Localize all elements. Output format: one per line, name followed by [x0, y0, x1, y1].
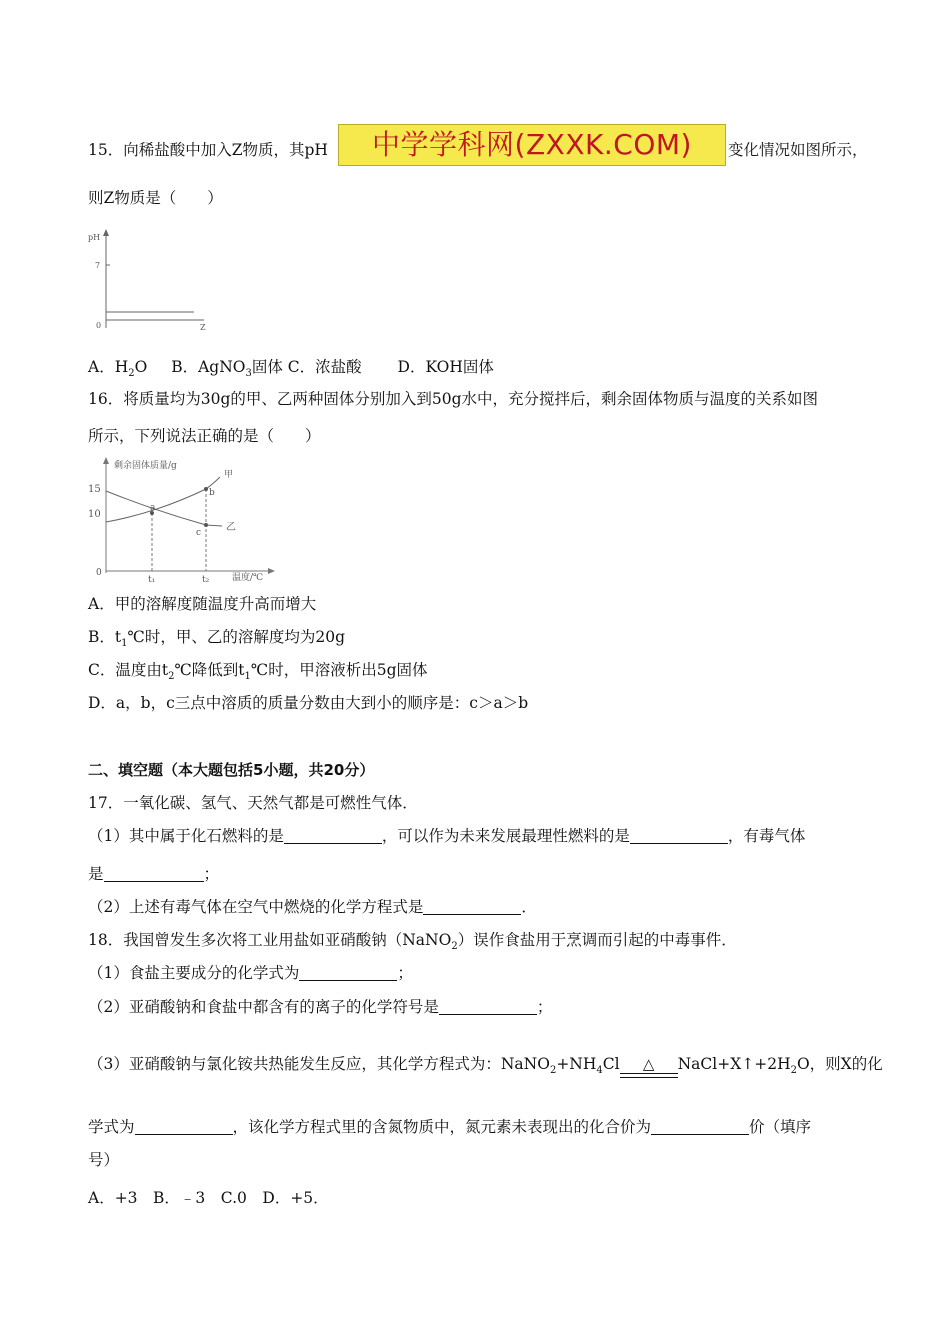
- q17-part1-line1: （1）其中属于化石燃料的是 ，可以作为未来发展最理性燃料的是 ，有毒气体: [88, 827, 806, 845]
- q16-ytick-0: 0: [96, 568, 102, 578]
- q17-blank-ideal-fuel[interactable]: [630, 827, 728, 844]
- q16-xtick-t1: t₁: [148, 575, 156, 585]
- q15-y-label: pH: [88, 233, 101, 242]
- q15-ytick-7: 7: [95, 261, 101, 270]
- q16-ytick-15: 15: [88, 484, 101, 495]
- q18-blank-salt-formula[interactable]: [299, 964, 397, 981]
- q16-y-label: 剩余固体质量/g: [114, 461, 177, 471]
- q16-point-b-marker: [204, 487, 208, 491]
- q16-series-yi: [106, 491, 222, 526]
- q15-ytick-0: 0: [96, 321, 102, 330]
- q16-option-a: A．甲的溶解度随温度升高而增大: [88, 595, 317, 613]
- q16-point-b: b: [209, 488, 215, 498]
- q16-xtick-t2: t₂: [202, 575, 210, 585]
- section2-title: 二、填空题（本大题包括5小题，共20分）: [88, 761, 375, 779]
- q15-stem-line2: [88, 188, 223, 208]
- q15-option-a: A．$H_2O$: [88, 358, 148, 380]
- q16-ytick-10: 10: [88, 509, 101, 520]
- q16-point-c: c: [196, 528, 202, 538]
- q18-blank-x-formula[interactable]: [135, 1118, 233, 1135]
- q17-blank-toxic-gas[interactable]: [104, 865, 204, 882]
- q15-stem-part3: 则Z物质是（ ）: [88, 189, 223, 207]
- q18-stem: 18．我国曾发生多次将工业用盐如亚硝酸钠（NaNO$_2$）误作食盐用于烹调而引起的中毒事件．: [88, 931, 737, 953]
- q18-part4-end: 号）: [88, 1151, 120, 1169]
- q17-part2: （2）上述有毒气体在空气中燃烧的化学方程式是 ．: [88, 898, 537, 916]
- reaction-condition: [620, 1054, 678, 1074]
- q18-options: A．+3 B．﹣3 C.0 D．+5．: [88, 1189, 329, 1207]
- q15-stem-line1: [88, 140, 328, 160]
- q15-stem-part2: 变化情况如图所示，: [728, 141, 868, 159]
- q16-series-jia: [106, 477, 220, 522]
- q18-part1: （1）食盐主要成分的化学式为 ；: [88, 964, 413, 982]
- q16-x-arrow: [268, 568, 275, 574]
- q17-part1-line2: 是 ；: [88, 865, 220, 883]
- q16-stem-line2: 所示，下列说法正确的是（ ）: [88, 427, 321, 445]
- q15-option-d: D．KOH固体: [397, 358, 494, 376]
- q16-option-b: B．$t_1℃$时，甲、乙的溶解度均为20g: [88, 628, 345, 650]
- q16-series-jia-label: 甲: [224, 470, 234, 480]
- q15-y-arrow: [103, 229, 109, 236]
- q16-option-c: C．温度由$t_2℃$降低到$t_1℃$时，甲溶液析出5g固体: [88, 661, 428, 683]
- q16-option-d: D．a，b，c三点中溶质的质量分数由大到小的顺序是：c＞a＞b: [88, 694, 529, 712]
- q15-options: [88, 357, 494, 384]
- q16-point-c-marker: [204, 523, 208, 527]
- q16-y-arrow: [103, 457, 109, 464]
- q15-option-b: B．AgNO$_3$固体: [171, 358, 283, 380]
- q16-stem-line1: 16．将质量均为30g的甲、乙两种固体分别加入到50g水中，充分搅拌后，剩余固体物质与温度的关系如图: [88, 390, 819, 408]
- q17-blank-fossil-fuel[interactable]: [284, 827, 382, 844]
- q15-stem-line1b: [728, 140, 868, 160]
- q16-series-yi-label: 乙: [226, 522, 236, 533]
- q16-solubility-chart: [86, 455, 286, 585]
- q16-x-label: 温度/℃: [232, 573, 264, 583]
- watermark-banner: 中学学科网(ZXXK.COM): [338, 124, 726, 166]
- q15-stem-part1: 15．向稀盐酸中加入Z物质，其pH: [88, 141, 328, 159]
- double-line-equals: [620, 1073, 678, 1078]
- q15-ph-chart: [86, 228, 226, 338]
- q17-stem: 17．一氧化碳、氢气、天然气都是可燃性气体．: [88, 794, 418, 812]
- q16-point-a: a: [150, 503, 156, 513]
- q15-option-c: C．浓盐酸: [287, 358, 362, 376]
- heat-triangle-icon: △: [642, 1055, 655, 1073]
- q18-part2: （2）亚硝酸钠和食盐中都含有的离子的化学符号是 ；: [88, 998, 553, 1016]
- q15-x-label: Z: [200, 323, 206, 332]
- q18-part4: 学式为 ，该化学方程式里的含氮物质中，氮元素未表现出的化合价为 价（填序: [88, 1118, 812, 1136]
- q18-part3: （3）亚硝酸钠与氯化铵共热能发生反应，其化学方程式为：$NaNO_2+NH_4Cl$ △ $NaCl+X↑+2H_2O$，则X的化: [88, 1055, 883, 1077]
- q18-blank-ion-symbol[interactable]: [439, 998, 537, 1015]
- q17-blank-equation[interactable]: [423, 898, 521, 915]
- q18-blank-valence[interactable]: [651, 1118, 749, 1135]
